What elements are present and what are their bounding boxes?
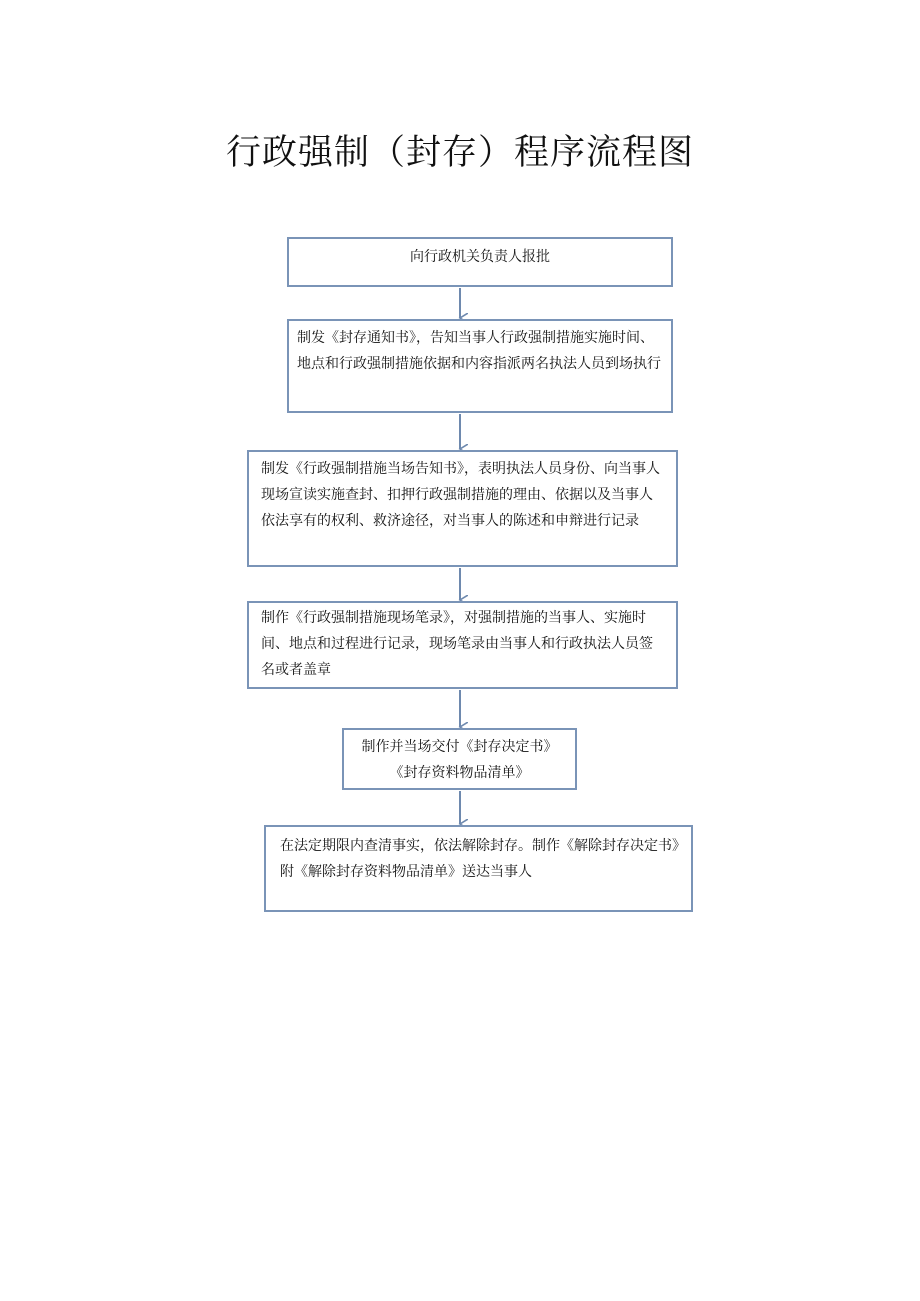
- flow-step-2: [287, 319, 673, 413]
- page-title: 行政强制（封存）程序流程图: [225, 133, 694, 173]
- flow-step-4: [247, 601, 678, 689]
- flow-step-1-text: 向行政机关负责人报批: [410, 249, 550, 265]
- flow-step-6: [264, 825, 693, 912]
- flow-step-3-text: 制发《行政强制措施当场告知书》，表明执法人员身份、向当事人现场宣读实施查封、扣押行政强制措施的理由、依据以及当事人依法享有的权利、救济途径，对当事人的陈述和申辩进行记录: [261, 461, 660, 529]
- flow-step-5-text: 制作并当场交付《封存决定书》《封存资料物品清单》: [361, 739, 558, 781]
- flow-step-3: [247, 450, 678, 567]
- flow-step-5: [342, 728, 577, 790]
- flow-step-2-text: 制发《封存通知书》，告知当事人行政强制措施实施时间、地点和行政强制措施依据和内容指派两名执法人员到场执行: [297, 330, 661, 372]
- flow-step-6-text: 在法定期限内查清事实，依法解除封存。制作《解除封存决定书》附《解除封存资料物品清单》送达当事人: [280, 838, 679, 880]
- flow-step-1: [287, 237, 673, 287]
- flow-step-4-text: 制作《行政强制措施现场笔录》，对强制措施的当事人、实施时间、地点和过程进行记录，现场笔录由当事人和行政执法人员签名或者盖章: [261, 610, 653, 678]
